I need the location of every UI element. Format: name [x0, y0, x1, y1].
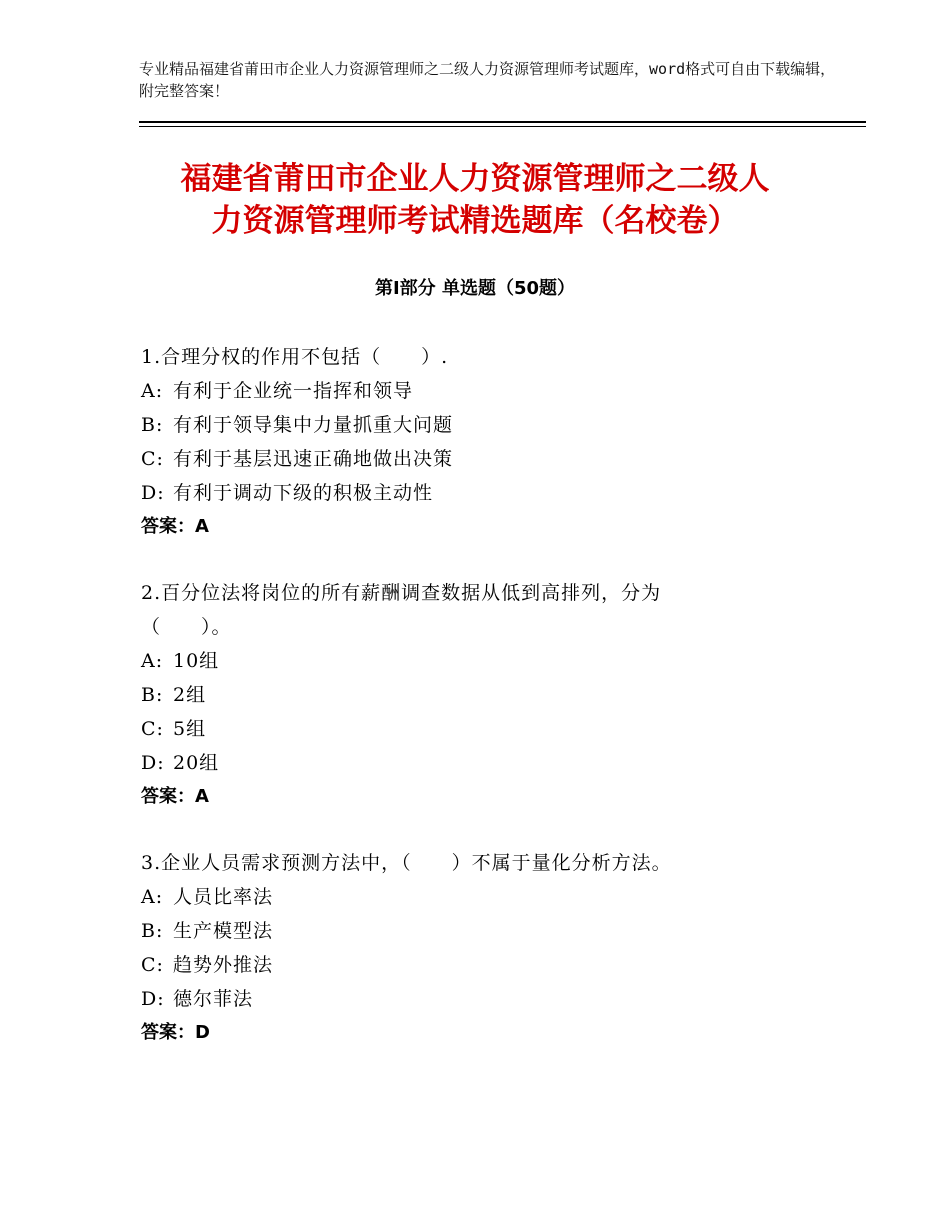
option-d	[141, 982, 781, 1016]
option-text: 20组	[173, 752, 220, 774]
option-key: A:	[141, 380, 164, 402]
option-text: 有利于企业统一指挥和领导	[173, 380, 414, 402]
header-rule-thick	[139, 121, 866, 123]
option-text: 生产模型法	[173, 920, 274, 942]
option-key: A:	[141, 886, 164, 908]
option-key: B:	[141, 920, 164, 942]
option-text: 趋势外推法	[173, 954, 274, 976]
option-text: 有利于调动下级的积极主动性	[173, 482, 434, 504]
option-c	[141, 712, 781, 746]
option-text: 有利于基层迅速正确地做出决策	[173, 448, 454, 470]
question-2	[141, 576, 781, 814]
option-key: D:	[141, 482, 165, 504]
question-list	[141, 340, 781, 1082]
option-text: 5组	[173, 718, 207, 740]
option-a	[141, 880, 781, 914]
option-text: 德尔菲法	[173, 988, 254, 1010]
option-key: C:	[141, 448, 164, 470]
option-a	[141, 644, 781, 678]
answer-line: 答案：A	[141, 786, 209, 807]
document-title	[120, 158, 830, 242]
option-key: B:	[141, 414, 164, 436]
option-c	[141, 442, 781, 476]
document-title-line-2: 力资源管理师考试精选题库（名校卷）	[211, 203, 739, 239]
option-b	[141, 408, 781, 442]
option-a	[141, 374, 781, 408]
header-note: 专业精品福建省莆田市企业人力资源管理师之二级人力资源管理师考试题库，word格式可自由下载编辑，附完整答案！	[139, 60, 836, 100]
document-title-line-1: 福建省莆田市企业人力资源管理师之二级人	[180, 161, 770, 197]
header-rule-thin	[139, 126, 866, 127]
option-d	[141, 746, 781, 780]
question-stem: 2.百分位法将岗位的所有薪酬调查数据从低到高排列，分为（ ）。	[141, 582, 662, 638]
question-3	[141, 846, 781, 1050]
option-text: 有利于领导集中力量抓重大问题	[173, 414, 454, 436]
question-stem: 3.企业人员需求预测方法中，（ ）不属于量化分析方法。	[141, 852, 672, 874]
question-1	[141, 340, 781, 544]
option-key: D:	[141, 988, 165, 1010]
section-title: 第Ⅰ部分 单选题（50题）	[374, 278, 575, 299]
option-c	[141, 948, 781, 982]
answer-line: 答案：D	[141, 1022, 210, 1043]
question-stem: 1.合理分权的作用不包括（ ）.	[141, 346, 449, 368]
option-key: D:	[141, 752, 165, 774]
option-key: C:	[141, 954, 164, 976]
option-key: A:	[141, 650, 164, 672]
option-key: B:	[141, 684, 164, 706]
answer-line: 答案：A	[141, 516, 209, 537]
option-key: C:	[141, 718, 164, 740]
option-text: 2组	[173, 684, 207, 706]
option-text: 人员比率法	[173, 886, 274, 908]
option-b	[141, 678, 781, 712]
option-text: 10组	[173, 650, 220, 672]
option-d	[141, 476, 781, 510]
option-b	[141, 914, 781, 948]
